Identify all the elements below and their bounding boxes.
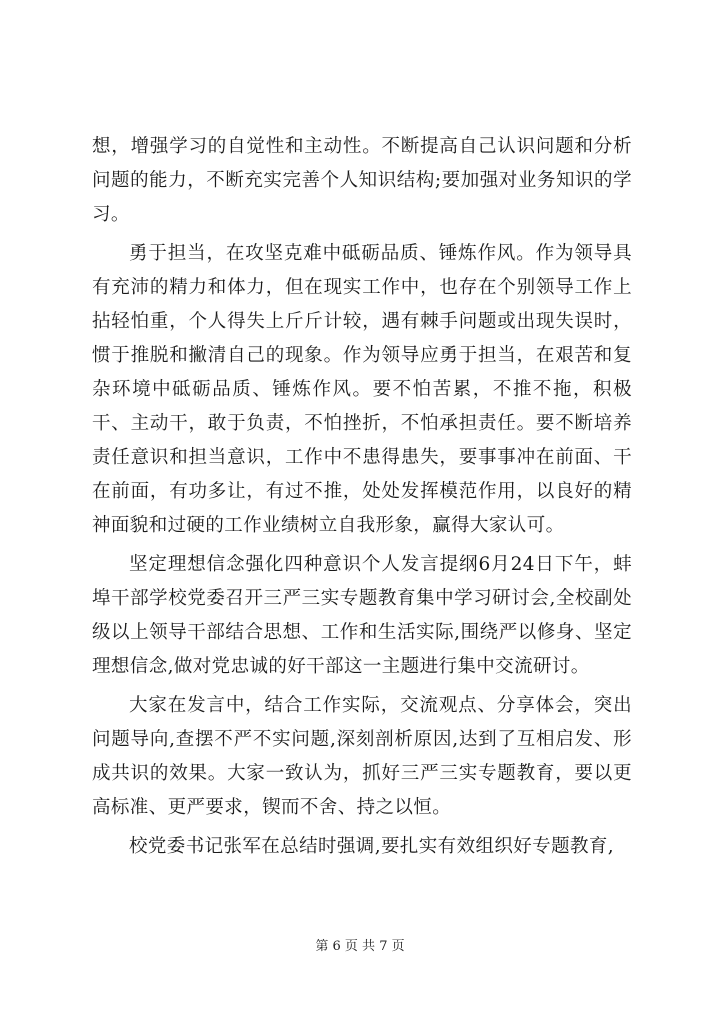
document-body (92, 130, 632, 869)
paragraph-1: 想，增强学习的自觉性和主动性。不断提高自己认识问题和分析问题的能力，不断充实完善个人知识结构;要加强对业务知识的学习。 (92, 136, 632, 225)
page-number-footer: 第 6 页 共 7 页 (315, 939, 405, 954)
paragraph-2: 勇于担当，在攻坚克难中砥砺品质、锤炼作风。作为领导具有充沛的精力和体力，但在现实工作中，也存在个别领导工作上拈轻怕重，个人得失上斤斤计较，遇有棘手问题或出现失误时，惯于推脱和撇清自己的现象。作为领导应勇于担当，在艰苦和复杂环境中砥砺品质、锤炼作风。要不怕苦累，不推不拖，积极干、主动干，敢于负责，不怕挫折，不怕承担责任。要不断培养责任意识和担当意识，工作中不患得患失，要事事冲在前面、干在前面，有功多让，有过不推，处处发挥模范作用，以良好的精神面貌和过硬的工作业绩树立自我形象，赢得大家认可。 (92, 243, 632, 536)
paragraph-5: 校党委书记张军在总结时强调,要扎实有效组织好专题教育, (129, 836, 615, 857)
paragraph-4: 大家在发言中，结合工作实际，交流观点、分享体会，突出问题导向,查摆不严不实问题,深刻剖析原因,达到了互相启发、形成共识的效果。大家一致认为，抓好三严三实专题教育，要以更高标准、更严要求，锲而不舍、持之以恒。 (92, 695, 632, 818)
paragraph-3: 坚定理想信念强化四种意识个人发言提纲6月24日下午，蚌埠干部学校党委召开三严三实专题教育集中学习研讨会,全校副处级以上领导干部结合思想、工作和生活实际,围绕严以修身、坚定理想信念,做对党忠诚的好干部这一主题进行集中交流研讨。 (92, 554, 632, 677)
